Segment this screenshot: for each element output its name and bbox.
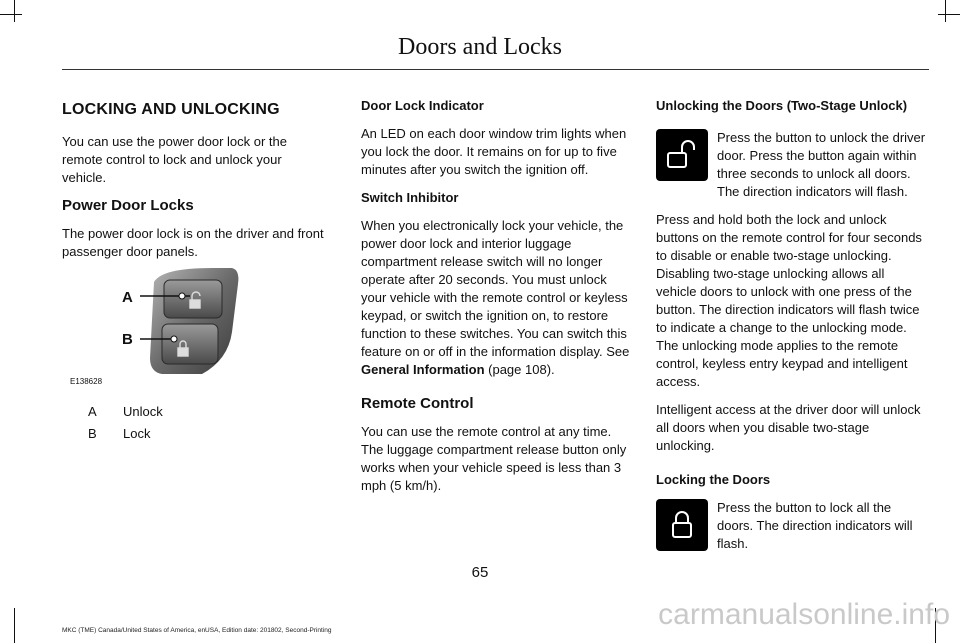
switch-inhibitor-heading: Switch Inhibitor: [361, 190, 459, 205]
power-locks-paragraph: The power door lock is on the driver and front passenger door panels.: [62, 226, 324, 259]
page-header-title: Doors and Locks: [398, 34, 562, 60]
locking-doors-text: Press the button to lock all the doors. The direction indicators will flash.: [717, 500, 913, 551]
column-2: [361, 97, 630, 505]
remote-control-heading: Remote Control: [361, 395, 474, 412]
crop-mark: [938, 14, 960, 15]
unlocking-doors-heading: Unlocking the Doors (Two-Stage Unlock): [656, 98, 908, 113]
unlock-padlock-icon: [656, 129, 708, 181]
intelligent-access-paragraph: Intelligent access at the driver door will unlock all doors when you disable two-stage unlocking.: [656, 402, 921, 453]
door-lock-switch-figure: [62, 262, 324, 387]
door-lock-indicator-paragraph: An LED on each door window trim lights when you lock the door. It remains on for up to five minutes after you switch the ignition off.: [361, 126, 627, 177]
switch-inhibitor-text: When you electronically lock your vehicle, the power door lock and interior luggage compartment release switch will no longer operate after 20 seconds. You must unlock your vehicle with the remote control or keyless keypad, or switch the ignition on, to restore function to these switches. You can switch this feature on or off in the information display. See: [361, 218, 630, 359]
figure-label-a: A: [122, 289, 133, 306]
legend-key: A: [88, 404, 97, 419]
unlocking-doors-paragraph: [656, 129, 928, 201]
legend-key: B: [88, 426, 97, 441]
crop-mark: [0, 14, 22, 15]
power-locks-heading: Power Door Locks: [62, 197, 194, 214]
legend-row: [88, 426, 163, 448]
crop-mark: [14, 0, 15, 22]
legend-value: Unlock: [123, 404, 163, 419]
footer-text: MKC (TME) Canada/United States of America, enUSA, Edition date: 201802, Second-Printing: [62, 627, 332, 634]
legend-row: [88, 404, 163, 426]
door-lock-indicator-heading: Door Lock Indicator: [361, 98, 484, 113]
crop-mark: [14, 608, 15, 643]
legend-value: Lock: [123, 426, 151, 441]
lock-padlock-icon: [656, 499, 708, 551]
header-rule: [62, 69, 929, 70]
locking-doors-paragraph: [656, 499, 928, 553]
door-switch-illustration: [62, 262, 324, 387]
remote-control-paragraph: You can use the remote control at any time. The luggage compartment release button only works when your vehicle speed is less than 3 mph (5 km/h).: [361, 424, 627, 493]
page-number: 65: [471, 564, 489, 581]
figure-label-b: B: [122, 331, 133, 348]
figure-legend: [88, 404, 163, 448]
general-information-link[interactable]: General Information: [361, 362, 485, 377]
watermark: carmanualsonline.info: [658, 598, 950, 631]
crop-mark: [945, 0, 946, 22]
figure-code: E138628: [70, 377, 103, 386]
column-1: [62, 97, 324, 271]
intro-paragraph: You can use the power door lock or the remote control to lock and unlock your vehicle.: [62, 134, 287, 185]
column-3: [656, 97, 928, 563]
two-stage-paragraph: Press and hold both the lock and unlock buttons on the remote control for four seconds to disable or enable two-stage unlocking. Disabling two-stage unlocking allows all vehicle doors to unlock with one press of the button. The direction indicators will flash twice to indicate a change to the unlocking mode. The unlocking mode applies to the remote control, keyless entry keypad and intelligent access.: [656, 212, 922, 389]
section-title: LOCKING AND UNLOCKING: [62, 101, 280, 118]
unlocking-doors-text: Press the button to unlock the driver door. Press the button again within three seconds to unlock all doors. The direction indicators will flash.: [717, 130, 926, 199]
locking-doors-heading: Locking the Doors: [656, 472, 771, 487]
switch-inhibitor-paragraph: [361, 217, 630, 379]
page-reference: (page 108).: [484, 362, 555, 377]
